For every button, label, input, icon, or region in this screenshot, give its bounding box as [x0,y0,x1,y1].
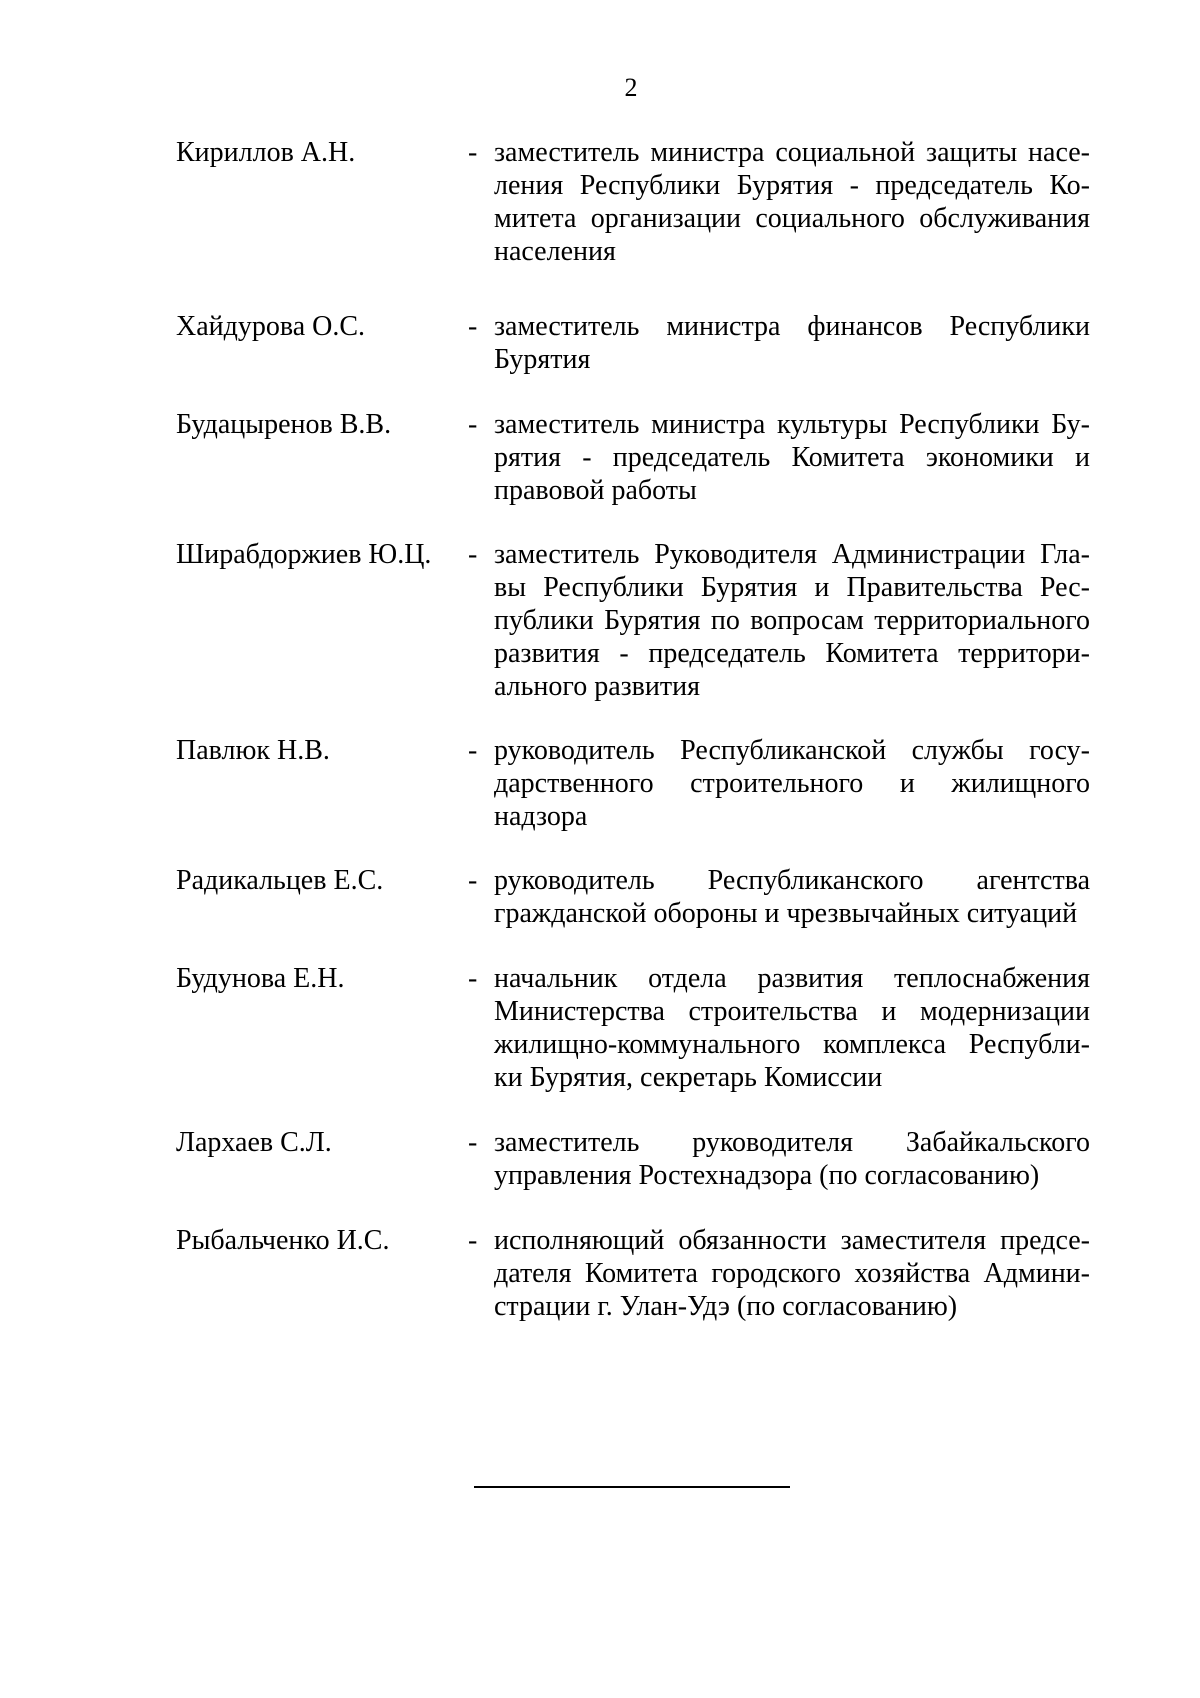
position-line: населения [494,236,616,267]
member-position [494,310,1090,376]
position-line: рятия - председатель Комитета экономики и [494,442,1090,473]
position-line: публики Бурятия по вопросам территориального [494,605,1090,636]
member-entry [176,734,1090,874]
member-entry [176,538,1090,702]
member-name: Будунова Е.Н. [176,963,345,994]
member-position [494,538,1090,703]
member-name: Ширабдоржиев Ю.Ц. [176,539,432,570]
position-line: дарственного строительного и жилищного [494,768,1090,799]
member-entry [176,136,1090,276]
member-entry [176,1224,1090,1364]
position-line: ления Республики Бурятия - председатель Ко- [494,170,1090,201]
member-dash: - [468,539,478,570]
member-position [494,864,1090,930]
position-line: Министерства строительства и модернизации [494,996,1090,1027]
position-line: руководитель Республиканского агентства [494,865,1090,896]
member-dash: - [468,409,478,440]
member-name: Рыбальченко И.С. [176,1225,390,1256]
member-name: Будацыренов В.В. [176,409,392,440]
position-line: заместитель министра финансов Республики [494,311,1090,342]
member-dash: - [468,865,478,896]
position-line: ального развития [494,671,700,702]
position-line: управления Ростехнадзора (по согласованию) [494,1160,1040,1191]
position-line: исполняющий обязанности заместителя предсе- [494,1225,1090,1256]
end-of-list-divider [474,1486,790,1488]
member-position [494,1224,1090,1323]
position-line: жилищно-коммунального комплекса Республи- [494,1029,1090,1060]
member-name: Лархаев С.Л. [176,1127,332,1158]
position-line: гражданской обороны и чрезвычайных ситуаций [494,898,1078,929]
position-line: дателя Комитета городского хозяйства Админи- [494,1258,1090,1289]
position-line: начальник отдела развития теплоснабжения [494,963,1090,994]
member-name: Радикальцев Е.С. [176,865,384,896]
member-position [494,136,1090,268]
member-name: Хайдурова О.С. [176,311,366,342]
member-dash: - [468,963,478,994]
member-name: Кириллов А.Н. [176,137,356,168]
position-line: правовой работы [494,475,697,506]
member-position [494,408,1090,507]
position-line: ки Бурятия, секретарь Комиссии [494,1062,883,1093]
member-entry [176,408,1090,548]
position-line: страции г. Улан-Удэ (по согласованию) [494,1291,958,1322]
position-line: руководитель Республиканской службы госу- [494,735,1090,766]
member-dash: - [468,1225,478,1256]
position-line: заместитель министра культуры Республики Бу- [494,409,1090,440]
position-line: заместитель Руководителя Администрации Гла- [494,539,1090,570]
member-position [494,1126,1090,1192]
page-number: 2 [624,73,638,102]
member-name: Павлюк Н.В. [176,735,330,766]
member-position [494,734,1090,833]
position-line: митета организации социального обслуживания [494,203,1090,234]
member-dash: - [468,735,478,766]
position-line: заместитель руководителя Забайкальского [494,1127,1090,1158]
member-dash: - [468,311,478,342]
position-line: надзора [494,801,588,832]
member-entry [176,962,1090,1102]
position-line: заместитель министра социальной защиты насе- [494,137,1090,168]
member-dash: - [468,137,478,168]
position-line: Бурятия [494,344,591,375]
position-line: вы Республики Бурятия и Правительства Рес- [494,572,1090,603]
member-position [494,962,1090,1094]
member-dash: - [468,1127,478,1158]
position-line: развития - председатель Комитета территори- [494,638,1090,669]
